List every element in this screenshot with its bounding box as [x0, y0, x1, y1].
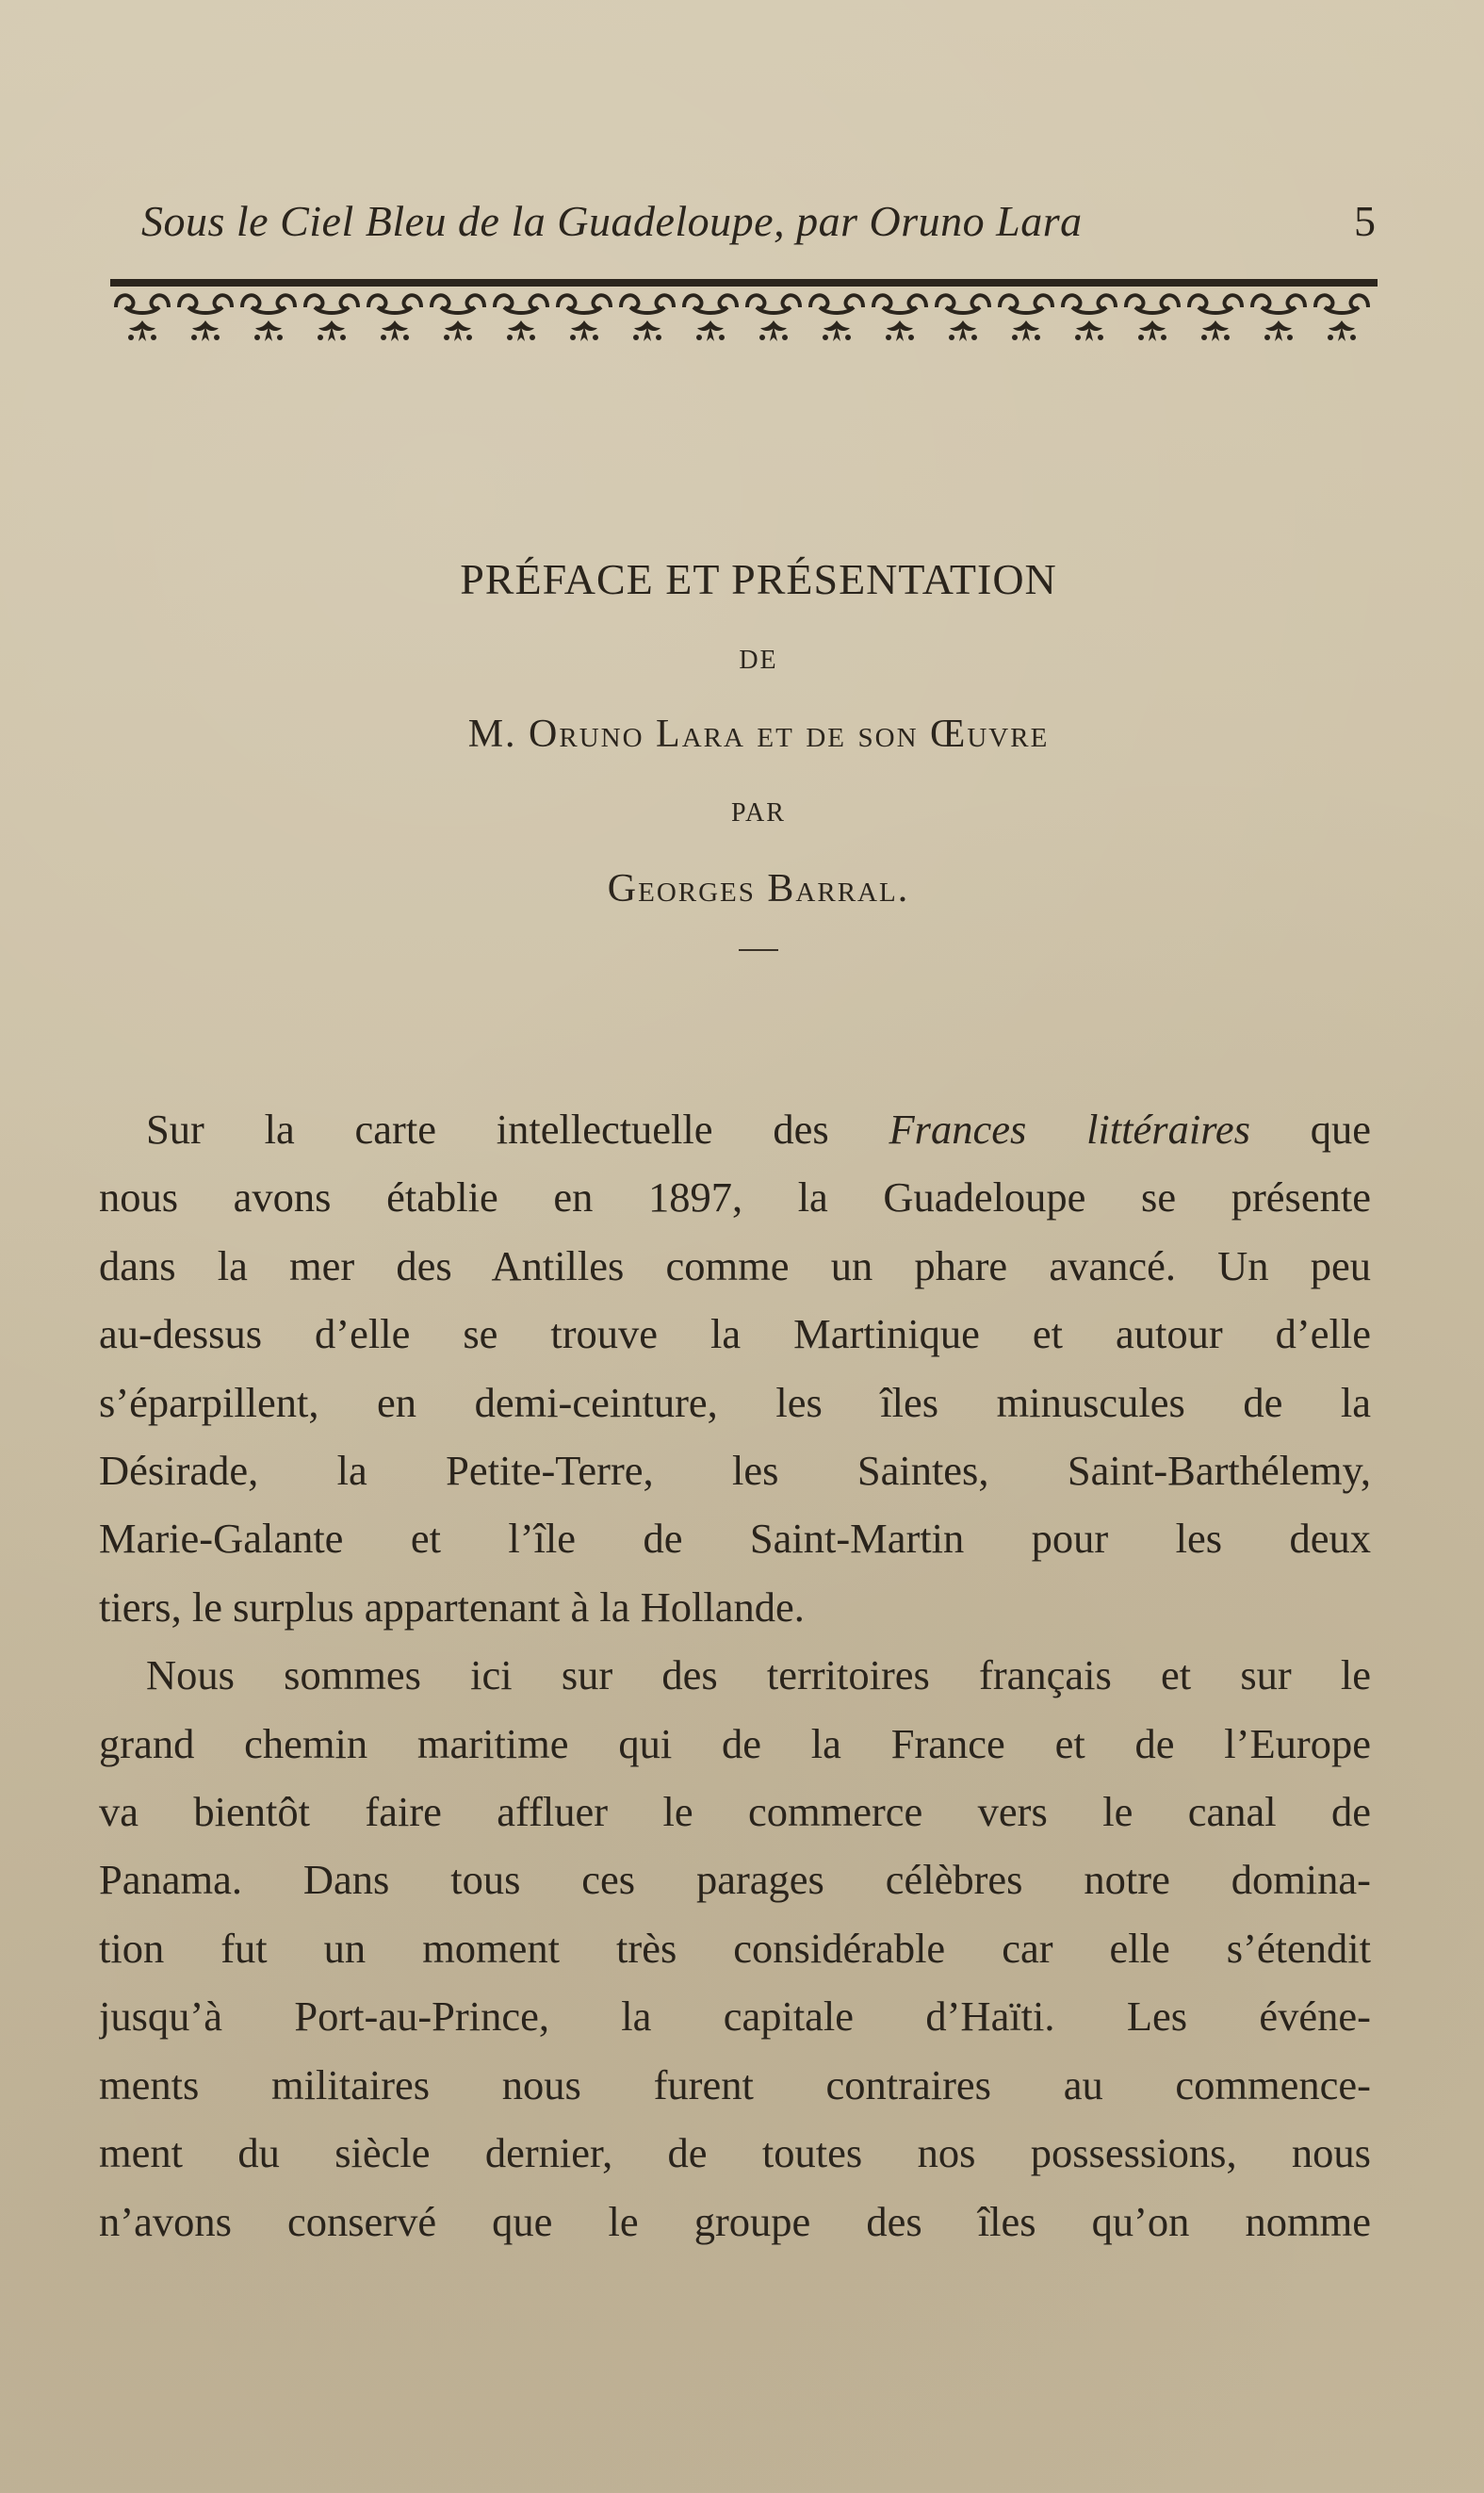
scroll-fleuron-border-icon	[110, 279, 1378, 358]
running-header	[141, 189, 1376, 254]
body-line: dans la mer des Antilles comme un phare avancé. Un peu	[99, 1241, 1371, 1289]
body-line: jusqu’à Port-au-Prince, la capitale d’Haïti. Les événe-	[99, 1993, 1371, 2041]
body-line: s’éparpillent, en demi-ceinture, les îles minuscules de la	[99, 1378, 1371, 1426]
body-line: tiers, le surplus appartenant à la Hollande.	[99, 1583, 805, 1631]
preface-title: PRÉFACE ET PRÉSENTATION	[460, 555, 1057, 603]
title-block	[141, 551, 1376, 951]
body-line: Panama. Dans tous ces parages célèbres notre domina-	[99, 1856, 1371, 1904]
body-line: au-dessus d’elle se trouve la Martinique et autour d’elle	[99, 1310, 1371, 1358]
body-line: n’avons conservé que le groupe des îles qu’on nomme	[99, 2197, 1371, 2245]
body-line: Marie-Galante et l’île de Saint-Martin pour les deux	[99, 1515, 1371, 1563]
title-subject: M. Oruno Lara et de son Œuvre	[467, 713, 1050, 756]
body-line: grand chemin maritime qui de la France et de l’Europe	[99, 1719, 1371, 1767]
page-number: 5	[1354, 197, 1376, 245]
body-line: ment du siècle dernier, de toutes nos possessions, nous	[99, 2129, 1371, 2177]
body-line: ments militaires nous furent contraires au commence-	[99, 2060, 1371, 2108]
body-line: nous avons établie en 1897, la Guadeloupe se présente	[99, 1173, 1371, 1222]
separator-dash	[739, 949, 778, 951]
running-title: Sous le Ciel Bleu de la Guadeloupe, par Oruno Lara	[141, 197, 1083, 245]
body-line: Nous sommes ici sur des territoires français et sur le	[146, 1651, 1371, 1699]
body-line: Désirade, la Petite-Terre, les Saintes, Saint-Barthélemy,	[99, 1447, 1371, 1495]
title-par: PAR	[731, 798, 786, 828]
title-author: Georges Barral.	[607, 867, 910, 910]
body-text	[99, 1095, 1371, 2255]
body-line: tion fut un moment très considérable car elle s’étendit	[99, 1924, 1371, 1972]
body-line: Sur la carte intellectuelle des Frances littéraires que	[146, 1106, 1371, 1153]
title-de: DE	[739, 646, 778, 675]
body-line: va bientôt faire affluer le commerce vers le canal de	[99, 1788, 1371, 1836]
